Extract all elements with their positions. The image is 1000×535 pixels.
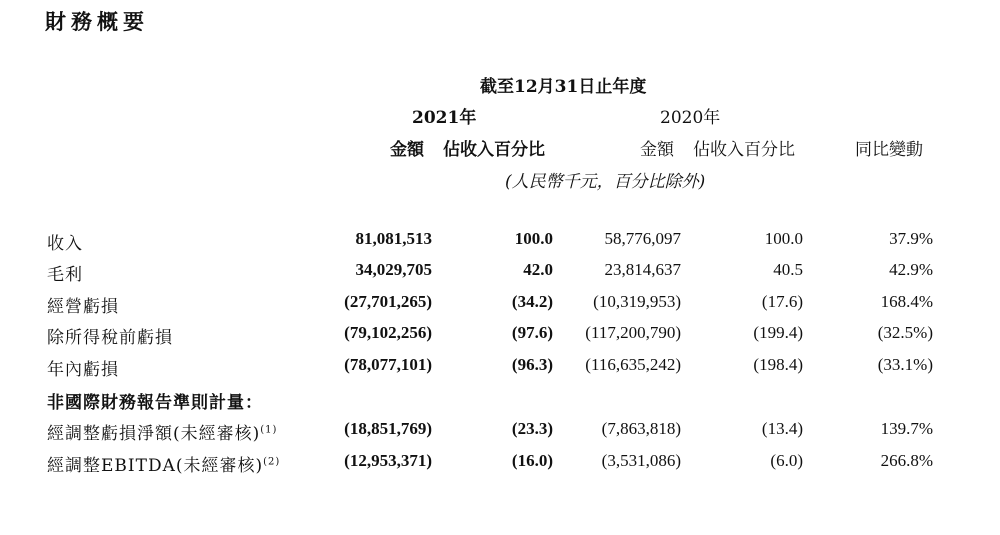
unit-note: (人民幣千元，百分比除外) [505,172,706,192]
non-ifrs-row-label: 經調整EBITDA(未經審核)$^{(2)}$ [47,456,281,476]
row-p2021-value: (34.2) [511,292,553,311]
footnote-ref: (2) [263,456,281,468]
row-p2020-value: (198.4) [753,355,803,374]
row-v2021-value: (27,701,265) [344,292,432,311]
non-ifrs-row-v2020-value: (7,863,818) [601,419,681,438]
row-p2020-value: (199.4) [753,323,803,342]
row-v2020-value: (117,200,790) [585,323,681,342]
row-yoy-value: (32.5%) [877,323,933,342]
row-v2020-value: 58,776,097 [604,229,681,248]
row-yoy-value: 168.4% [880,292,933,311]
non-ifrs-row-p2021-value: (23.3) [511,419,553,438]
row-v2021-value: 81,081,513 [355,229,432,248]
year-2020-header: 2020年 [660,108,721,128]
row-p2021-value: (96.3) [511,355,553,374]
row-p2021-value: 100.0 [514,229,553,248]
row-v2020-value: (116,635,242) [585,355,681,374]
row-label: 年內虧損 [47,360,119,380]
footnote-ref: (1) [260,424,278,436]
row-label: 收入 [47,234,83,254]
non-ifrs-row-p2021-value: (16.0) [511,451,553,470]
row-label: 毛利 [47,265,83,285]
row-p2021-value: 42.0 [523,260,553,279]
page-title: 財務概要 [45,10,149,34]
row-p2020-value: 100.0 [764,229,803,248]
row-label: 除所得稅前虧損 [47,328,173,348]
row-p2020-value: 40.5 [773,260,803,279]
pct-2021-header: 佔收入百分比 [443,140,545,160]
amount-2021-header: 金額 [390,140,424,160]
row-v2021-value: (79,102,256) [344,323,432,342]
row-label: 經營虧損 [47,297,119,317]
non-ifrs-row-yoy-value: 266.8% [880,451,933,470]
row-yoy-value: (33.1%) [877,355,933,374]
row-yoy-value: 37.9% [889,229,933,248]
row-v2020-value: (10,319,953) [593,292,681,311]
non-ifrs-row-p2020-value: (13.4) [761,419,803,438]
non-ifrs-row-v2021-value: (12,953,371) [344,451,432,470]
row-v2021-value: (78,077,101) [344,355,432,374]
row-p2020-value: (17.6) [761,292,803,311]
non-ifrs-section-label: 非國際財務報告準則計量： [47,393,263,413]
non-ifrs-row-yoy-value: 139.7% [880,419,933,438]
non-ifrs-row-v2021-value: (18,851,769) [344,419,432,438]
row-v2020-value: 23,814,637 [604,260,681,279]
row-v2021-value: 34,029,705 [355,260,432,279]
non-ifrs-row-v2020-value: (3,531,086) [601,451,681,470]
non-ifrs-row-p2020-value: (6.0) [770,451,803,470]
pct-2020-header: 佔收入百分比 [693,140,795,160]
year-2021-header: 2021年 [412,108,477,128]
amount-2020-header: 金額 [640,140,674,160]
period-header: 截至12月31日止年度 [480,77,647,97]
yoy-header: 同比變動 [855,140,923,160]
row-p2021-value: (97.6) [511,323,553,342]
row-yoy-value: 42.9% [889,260,933,279]
non-ifrs-row-label: 經調整虧損淨額(未經審核)$^{(1)}$ [47,424,278,444]
